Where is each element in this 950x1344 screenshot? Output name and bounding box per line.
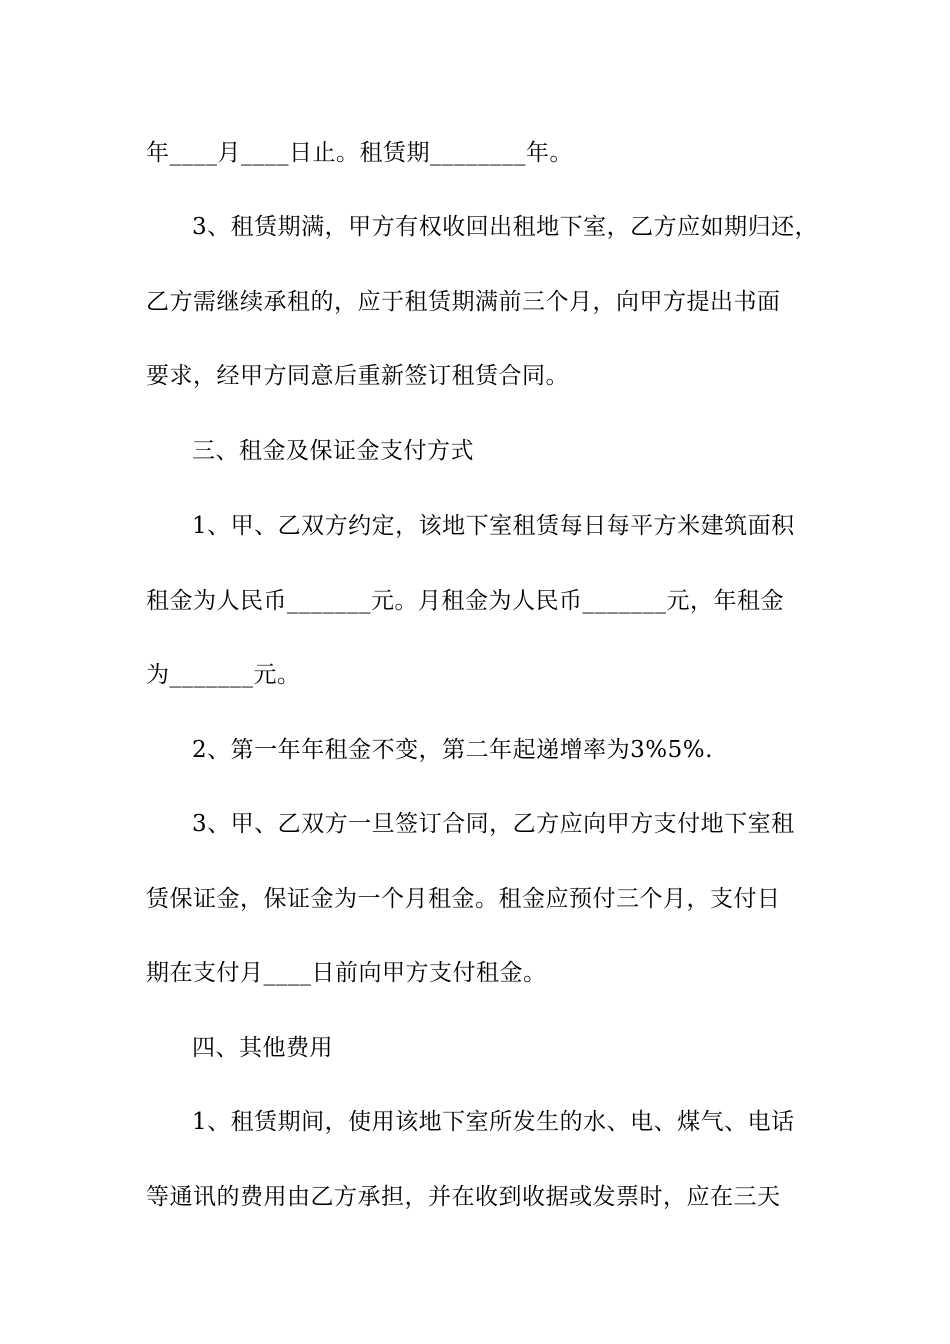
text-line-10: 3、甲、乙双方一旦签订合同，乙方应向甲方支付地下室租 — [192, 811, 795, 837]
text-line-3: 乙方需继续承租的，应于租赁期满前三个月，向甲方提出书面 — [146, 289, 781, 315]
section-heading-other-fees: 四、其他费用 — [192, 1035, 333, 1061]
text-line-15: 等通讯的费用由乙方承担，并在收到收据或发票时，应在三天 — [146, 1184, 781, 1210]
text-line-1: 年____月____日止。租赁期________年。 — [146, 140, 573, 166]
text-line-9: 2、第一年年租金不变，第二年起递增率为3%5%. — [192, 737, 713, 763]
text-line-14: 1、租赁期间，使用该地下室所发生的水、电、煤气、电话 — [192, 1109, 795, 1135]
text-line-4: 要求，经甲方同意后重新签订租赁合同。 — [146, 363, 569, 389]
text-line-2: 3、租赁期满，甲方有权收回出租地下室，乙方应如期归还， — [192, 214, 819, 240]
section-heading-rent-deposit: 三、租金及保证金支付方式 — [192, 438, 474, 464]
text-line-12: 期在支付月____日前向甲方支付租金。 — [146, 960, 547, 986]
text-line-6: 1、甲、乙双方约定，该地下室租赁每日每平方米建筑面积 — [192, 513, 795, 539]
text-line-11: 赁保证金，保证金为一个月租金。租金应预付三个月，支付日 — [146, 886, 781, 912]
text-line-7: 租金为人民币_______元。月租金为人民币_______元，年租金 — [146, 588, 784, 614]
text-line-8: 为_______元。 — [146, 662, 301, 688]
